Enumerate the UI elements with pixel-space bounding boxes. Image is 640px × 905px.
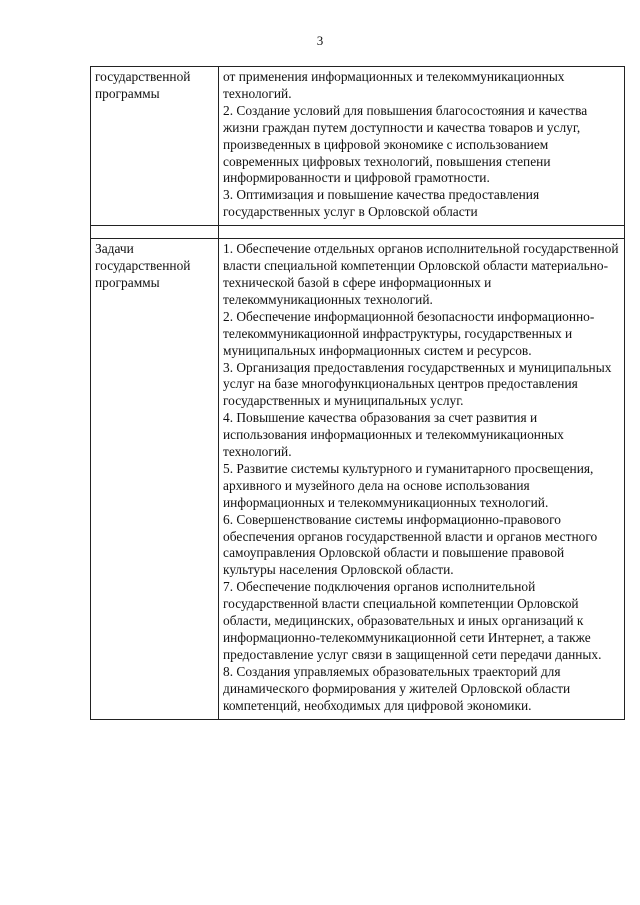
goal-item: 3. Оптимизация и повышение качества предоставления государственных услуг в Орловской области [223,187,540,220]
task-item: 4. Повышение качества образования за счет развития и использования информационных и телекоммуникационных технологий. [223,410,564,460]
page-number: 3 [316,33,324,48]
goal-item: от применения информационных и телекоммуникационных технологий. [223,69,565,101]
table-row-tasks [91,239,625,719]
task-item: 5. Развитие системы культурного и гуманитарного просвещения, архивного и музейного дела на основе использования информационных и телекоммуникационных технологий. [223,460,594,510]
table-row-goals [91,67,625,226]
task-item: 6. Совершенствование системы информационно-правового обеспечения органов государственной власти и органов местного самоуправления Орловской области и повышение правовой культуры населения Орловской области. [223,511,598,578]
divider-cell [91,226,219,239]
row-content [219,67,625,226]
program-passport-table [90,66,625,720]
task-item: 2. Обеспечение информационной безопасности информационно-телекоммуникационной инфраструктуры, государственных и муниципальных информационных систем и ресурсов. [223,308,595,358]
task-item: 1. Обеспечение отдельных органов исполнительной государственной власти специальной компетенции Орловской области материально-технической базой в сфере информационных и телекоммуникационных технологий. [223,241,619,307]
row-divider [91,226,625,239]
row-label: государственной программы [91,67,219,226]
task-item: 3. Организация предоставления государственных и муниципальных услуг на базе многофункциональных центров предоставления государственных и муниципальных услуг. [223,359,612,409]
divider-cell [219,226,625,239]
row-content [219,239,625,719]
row-label: Задачи государственной программы [91,239,219,719]
goal-item: 2. Создание условий для повышения благосостояния и качества жизни граждан путем доступности и качества товаров и услуг, произведенных в цифровой экономике с использованием современных цифровых технологий, повышения степени информированности и цифровой грамотности. [223,102,588,186]
task-item: 8. Создания управляемых образовательных траекторий для динамического формирования у жителей Орловской области компетенций, необходимых для цифровой экономики. [223,663,571,713]
task-item: 7. Обеспечение подключения органов исполнительной государственной власти специальной компетенции Орловской области, медицинских, образовательных и иных организаций к информационно-телекоммуникационной сети Интернет, а также предоставление услуг связи в защищенной сети передачи данных. [223,579,602,662]
